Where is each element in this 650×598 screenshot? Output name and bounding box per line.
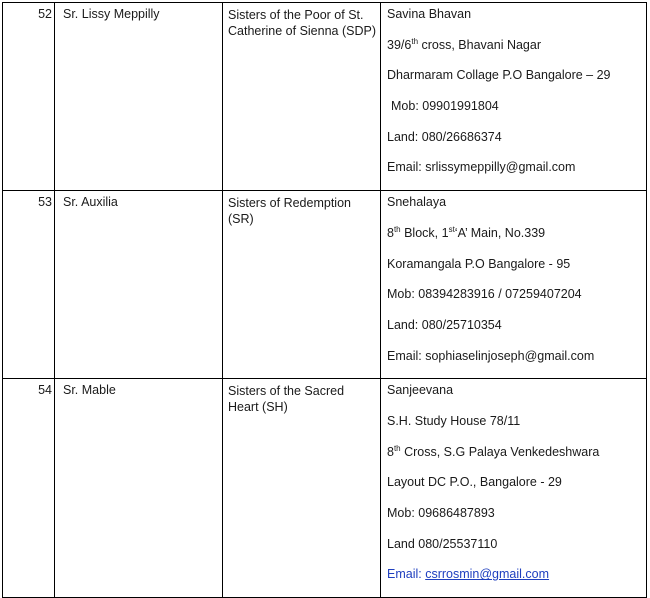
mobile-number: Mob: 09686487893: [387, 506, 495, 520]
study-house: S.H. Study House 78/11: [387, 413, 521, 428]
address-cell: [381, 3, 647, 191]
congregation: Sisters of Redemption (SR): [223, 191, 381, 379]
member-name: Sr. Lissy Meppilly: [55, 3, 223, 191]
email-link[interactable]: csrrosmin@gmail.com: [425, 567, 550, 582]
street-address: 39/6th cross, Bhavani Nagar: [387, 36, 541, 52]
directory-table: [2, 2, 647, 598]
email-address: [387, 566, 642, 597]
house-name: Snehalaya: [387, 195, 447, 210]
street-address: 8th Block, 1st‘A’ Main, No.339: [387, 224, 546, 240]
serial-number: 52: [3, 3, 55, 191]
mobile-number: Mob: 08394283916 / 07259407204: [387, 287, 582, 302]
mobile-number: Mob: 09901991804: [391, 99, 499, 114]
address-cell: [381, 191, 647, 379]
table-row: [3, 191, 647, 379]
serial-number: 54: [3, 379, 55, 598]
email-address: Email: sophiaselinjoseph@gmail.com: [387, 348, 595, 363]
table-row: [3, 3, 647, 191]
landline-number: Land 080/25537110: [387, 536, 498, 551]
member-name: Sr. Mable: [55, 379, 223, 598]
postal-address: Dharmaram Collage P.O Bangalore – 29: [387, 68, 611, 83]
congregation: Sisters of the Sacred Heart (SH): [223, 379, 381, 598]
landline-number: Land: 080/26686374: [387, 129, 502, 144]
house-name: Sanjeevana: [387, 383, 454, 398]
email-address: Email: srlissymeppilly@gmail.com: [387, 160, 576, 175]
serial-number: 53: [3, 191, 55, 379]
email-label: Email:: [387, 567, 426, 582]
postal-address: Layout DC P.O., Bangalore - 29: [387, 475, 562, 490]
house-name: Savina Bhavan: [387, 7, 472, 21]
landline-number: Land: 080/25710354: [387, 317, 502, 332]
congregation: Sisters of the Poor of St. Catherine of Sienna (SDP): [223, 3, 381, 191]
address-cell: [381, 379, 647, 598]
street-address: 8th Cross, S.G Palaya Venkedeshwara: [387, 443, 600, 459]
table-row: [3, 379, 647, 598]
member-name: Sr. Auxilia: [55, 191, 223, 379]
postal-address: Koramangala P.O Bangalore - 95: [387, 256, 571, 271]
